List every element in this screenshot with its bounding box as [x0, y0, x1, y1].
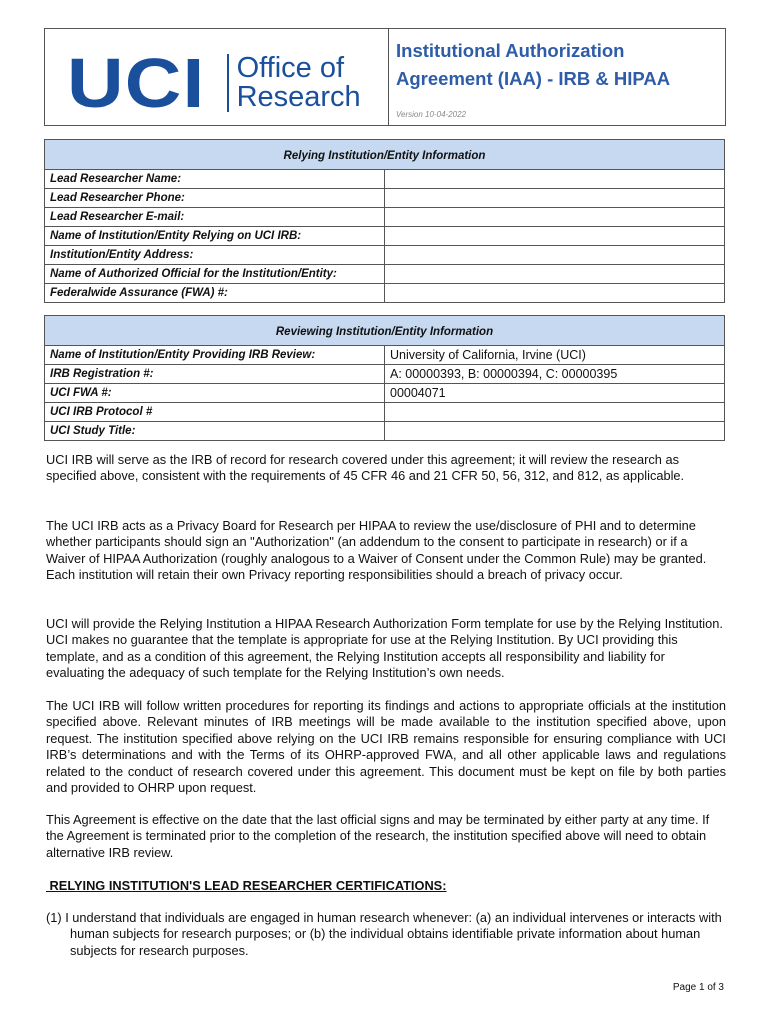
- lead-researcher-email-field[interactable]: [385, 208, 725, 227]
- logo-subtitle: [237, 54, 361, 112]
- field-label: Lead Researcher Name:: [45, 170, 385, 189]
- logo-separator: [227, 54, 229, 112]
- table-row: [45, 265, 725, 284]
- reviewing-institution-value: University of California, Irvine (UCI): [385, 346, 725, 365]
- field-label: Institution/Entity Address:: [45, 246, 385, 265]
- authorized-official-field[interactable]: [385, 265, 725, 284]
- field-label: UCI FWA #:: [45, 384, 385, 403]
- study-title-field[interactable]: [385, 422, 725, 441]
- field-label: Lead Researcher Phone:: [45, 189, 385, 208]
- page-number: Page 1 of 3: [672, 982, 724, 993]
- irb-protocol-field[interactable]: [385, 403, 725, 422]
- certifications-heading: RELYING INSTITUTION'S LEAD RESEARCHER CERTIFICATIONS:: [46, 878, 447, 893]
- table-row: [45, 208, 725, 227]
- table-row: [45, 422, 725, 441]
- field-label: Name of Institution/Entity Providing IRB Review:: [45, 346, 385, 365]
- logo-subtitle-line1: Office of: [236, 52, 345, 84]
- lead-researcher-name-field[interactable]: [385, 170, 725, 189]
- field-label: Federalwide Assurance (FWA) #:: [45, 284, 385, 303]
- table-row: [45, 365, 725, 384]
- field-label: Name of Authorized Official for the Institution/Entity:: [45, 265, 385, 284]
- title-cell: [389, 29, 725, 125]
- logo-subtitle-line2: Research: [236, 81, 361, 113]
- relying-institution-table: [44, 139, 725, 303]
- logo-cell: [45, 29, 389, 125]
- paragraph-privacy-board: [46, 518, 726, 584]
- certification-item-1: (1) I understand that individuals are engaged in human research whenever: (a) an individual intervenes or interacts with human subjects for research purposes; or (b) the individual obtains identifiable private information about human subjects for research purposes.: [46, 910, 722, 958]
- version-label: Version 10-04-2022: [396, 110, 466, 119]
- field-label: IRB Registration #:: [45, 365, 385, 384]
- field-label: Name of Institution/Entity Relying on UCI IRB:: [45, 227, 385, 246]
- table-row: [45, 227, 725, 246]
- table-row: [45, 170, 725, 189]
- relying-institution-name-field[interactable]: [385, 227, 725, 246]
- paragraph-text: UCI IRB will serve as the IRB of record for research covered under this agreement; it will review the research as specified above, consistent with the requirements of 45 CFR 46 and 21 CFR 50, 56, 312, and 812, as applicable.: [46, 452, 685, 484]
- field-label: UCI IRB Protocol #: [45, 403, 385, 422]
- table-row: [45, 189, 725, 208]
- paragraph-effective-date: [46, 812, 726, 861]
- paragraph-text: This Agreement is effective on the date that the last official signs and may be terminated by either party at any time. If the Agreement is terminated prior to the completion of the research, the institution specified above will need to obtain alternative IRB review.: [46, 812, 710, 860]
- logo-uci-text: UCI: [67, 44, 206, 122]
- irb-registration-value: A: 00000393, B: 00000394, C: 00000395: [385, 365, 725, 384]
- uci-fwa-value: 00004071: [385, 384, 725, 403]
- paragraph-text: The UCI IRB will follow written procedures for reporting its findings and actions to appropriate officials at the institution specified above. Relevant minutes of IRB meetings will be made available to the institution specified above, upon request. The institution specified above relying on the UCI IRB remains responsible for ensuring compliance with UCI IRB’s determinations and with the Terms of its OHRP-approved FWA, and all other applicable laws and regulations related to the conduct of research covered under this agreement. This document must be kept on file by both parties and provided to OHRP upon request.: [46, 698, 726, 796]
- field-label: Lead Researcher E-mail:: [45, 208, 385, 227]
- field-label: UCI Study Title:: [45, 422, 385, 441]
- fwa-number-field[interactable]: [385, 284, 725, 303]
- paragraph-reporting-procedures: [46, 698, 726, 796]
- table-row: [45, 346, 725, 365]
- relying-table-heading: Relying Institution/Entity Information: [45, 140, 725, 170]
- document-title-line1: Institutional Authorization: [396, 40, 625, 61]
- paragraph-text: The UCI IRB acts as a Privacy Board for Research per HIPAA to review the use/disclosure of PHI and to determine whether participants should sign an "Authorization" (an addendum to the consent to participate in research) or if a Waiver of HIPAA Authorization (roughly analogous to a Waiver of Consent under the Common Rule) may be granted. Each institution will retain their own Privacy reporting responsibilities should a breach of privacy occur.: [46, 518, 707, 583]
- lead-researcher-phone-field[interactable]: [385, 189, 725, 208]
- reviewing-institution-table: [44, 315, 725, 441]
- document-header: [44, 28, 726, 126]
- paragraph-irb-of-record: [46, 452, 726, 485]
- paragraph-text: UCI will provide the Relying Institution a HIPAA Research Authorization Form template for use by the Relying Institution. UCI makes no guarantee that the template is appropriate for use at the Relying Institution. By UCI providing this template, and as a condition of this agreement, the Relying Institution accepts all responsibility and liability for evaluating the adequacy of such template for the Relying Institution’s own needs.: [46, 616, 723, 681]
- table-row: [45, 284, 725, 303]
- table-row: [45, 403, 725, 422]
- table-row: [45, 384, 725, 403]
- paragraph-hipaa-template: [46, 616, 726, 682]
- document-title-line2: Agreement (IAA) - IRB & HIPAA: [396, 68, 671, 89]
- uci-office-of-research-logo: [67, 44, 361, 122]
- reviewing-table-heading: Reviewing Institution/Entity Information: [45, 316, 725, 346]
- table-row: [45, 246, 725, 265]
- institution-address-field[interactable]: [385, 246, 725, 265]
